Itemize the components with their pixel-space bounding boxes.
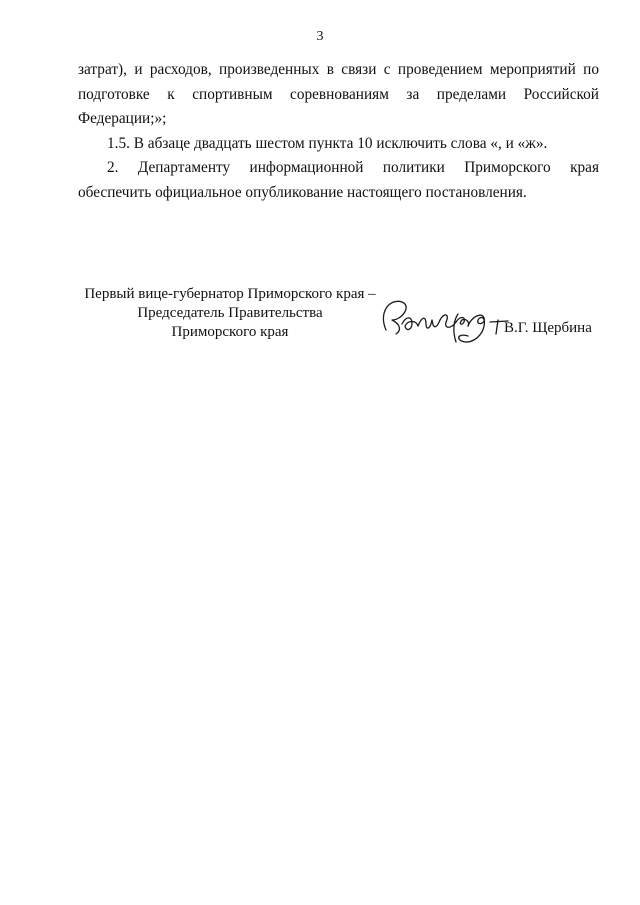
paragraph-item-1-5: 1.5. В абзаце двадцать шестом пункта 10 исключить слова «, и «ж».	[107, 134, 548, 152]
page-number: 3	[316, 29, 324, 44]
paragraph-item-2	[78, 156, 599, 205]
paragraph-line: затрат), и расходов, произведенных в связи с проведением мероприятий по	[78, 61, 599, 78]
document-body	[78, 58, 599, 205]
signatory-title-line: Первый вице-губернатор Приморского края –	[84, 286, 376, 302]
signatory-title	[70, 285, 390, 342]
signatory-title-line: Приморского края	[171, 324, 289, 340]
paragraph-line: 2. Департаменту информационной политики Приморского края	[107, 159, 599, 176]
paragraph-line: подготовке к спортивным соревнованиям за пределами Российской	[78, 85, 599, 103]
signatory-title-line: Председатель Правительства	[137, 305, 323, 321]
paragraph-line: Федерации;»;	[78, 110, 167, 127]
paragraph-continuation	[78, 58, 599, 132]
paragraph-line: обеспечить официальное опубликование настоящего постановления.	[78, 183, 527, 201]
signer-name: В.Г. Щербина	[504, 320, 592, 336]
handwritten-signature	[372, 290, 512, 350]
signature-strokes	[383, 301, 508, 342]
